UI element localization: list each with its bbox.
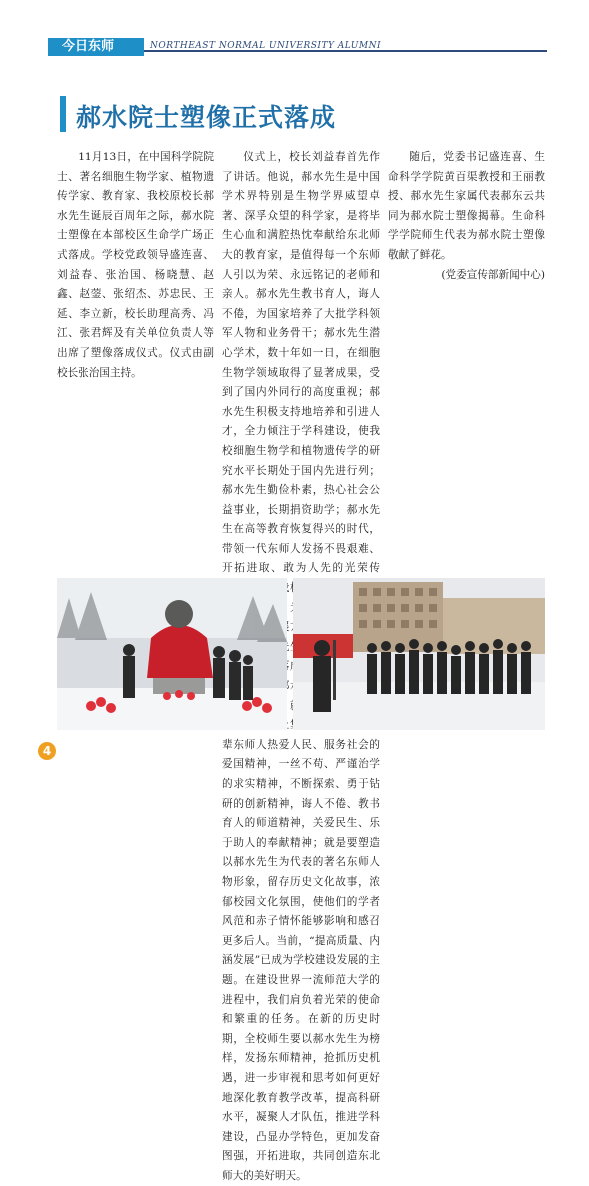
title-accent-bar	[60, 96, 66, 132]
ceremony-photo-illustration	[293, 578, 545, 730]
magazine-header	[0, 38, 589, 56]
paragraph-1: 11月13日，在中国科学院院士、著名细胞生物学家、植物遗传学家、教育家、我校原校长郝水先生诞辰百周年之际，郝水院士塑像在本部校区生命学广场正式落成。学校党政领导盛连喜、刘益春、张治国、杨晓慧、赵鑫、赵蓥、张绍杰、苏忠民、王延、李立新，校长助理高秀、冯江、张君辉及有关单位负责人等出席了塑像落成仪式。仪式由副校长张治国主持。	[57, 151, 214, 379]
column-3	[388, 148, 545, 285]
column-1	[57, 148, 214, 383]
article-credit: (党委宣传部新闻中心)	[441, 268, 545, 281]
article-title: 郝水院士塑像正式落成	[76, 103, 337, 132]
ceremony-speech-photo	[293, 578, 545, 730]
alumni-banner: NORTHEAST NORMAL UNIVERSITY ALUMNI	[150, 41, 382, 51]
section-label: 今日东师	[62, 39, 115, 54]
page-number: 4	[38, 742, 56, 760]
section-tab	[48, 38, 144, 56]
paragraph-2: 仪式上，校长刘益春首先作了讲话。他说，郝水先生是中国学术界特别是生物学界威望卓著、深孚众望的科学家，是将毕生心血和满腔热忱奉献给东北师大的教育家，是值得每一个东师人引以为荣、永远铭记的老师和亲人。郝水先生教书育人，诲人不倦，为国家培养了大批学科领军人物和业务骨干；郝水先生潜心学术，数十年如一日，在细胞生物学领域取得了显著成果，受到了国内外同行的高度重视；郝水先生积极支持地培养和引进人才，全力倾注于学科建设，使我校细胞生物学和植物遗传学的研究水平长期处于国内先进行列；郝水先生勤俭朴素，热心社会公益事业，长期捐资助学；郝水先生在高等教育恢复得兴的时代，带领一代东师人发扬不畏艰难、开拓进取、敢为人先的光荣传 我校 ，为 生身上集中体 辈东师人热爱人民、服务社会的爱国精神，一丝不苟、严谨治学的求实精神，不断探索、勇于钻研的创新精神，诲人不倦、教书育人的师道精神，关爱民生、乐于助人的奉献精神；就是要塑造以郝水先生为代表的著名东师人物形象，留存历史文化故事，浓郁校园文化氛围，使他们的学者风范和赤子情怀能够影响和感召更多后人。当前，“提高质量、内涵发展”已成为学校建设发展的主题。在建设世界一流师范大学的进程中，我们肩负着光荣的使命和繁重的任务。在新的历史时期，全校师生要以郝水先生为榜样，发扬东师精神，抢抓历史机遇，进一步审视和思考如何更好地深化教育教学改革，提高科研水平，凝聚人才队伍，推进学科建设，凸显办学特色，更加发奋图强，开拓进取，共同创造东北师大的美好明天。	[222, 151, 380, 1182]
statue-unveiling-photo	[57, 578, 287, 730]
paragraph-3: 随后，党委书记盛连喜、生命科学学院黄百渠教授和王丽教授、郝水先生家属代表郝东云共同为郝水院士塑像揭幕。生命科学学院师生代表为郝水院士塑像敬献了鲜花。	[388, 151, 545, 261]
statue-photo-illustration	[57, 578, 287, 730]
photo-strip	[57, 578, 545, 730]
